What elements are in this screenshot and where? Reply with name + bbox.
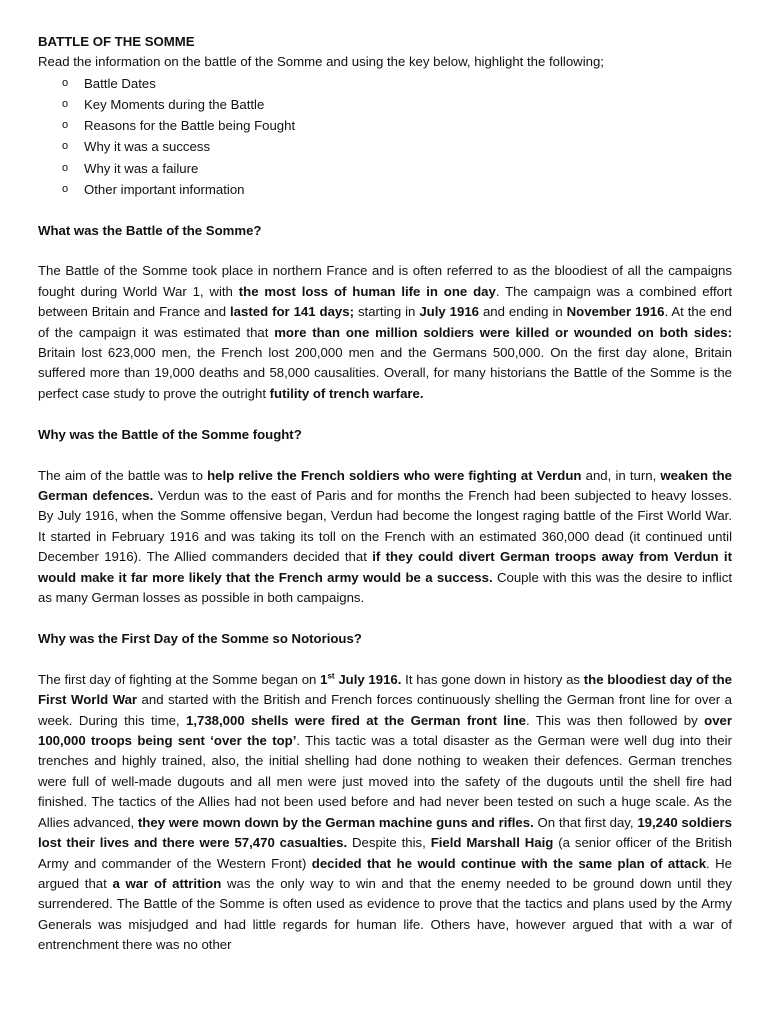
bullet-icon: o (62, 182, 69, 195)
list-item: o Why it was a success (38, 136, 732, 157)
list-item: o Why it was a failure (38, 158, 732, 179)
list-item: o Reasons for the Battle being Fought (38, 115, 732, 136)
highlight-key-list (38, 73, 732, 200)
paragraph-first-day: The first day of fighting at the Somme began on 1st July 1916. It has gone down in history as the bloodiest day of the First World War and started with the British and French forces continuously shelling the German front line for over a week. During this time, 1,738,000 shells were fired at the German front line. This was then followed by over 100,000 troops being sent ‘over the top’. This tactic was a total disaster as the German were well dug into their trenches and highly trained, also, the initial shelling had done nothing to weaken their defences. German trenches were full of well-made dugouts and all men were just moved into the safety of the dugouts until the shell fire had finished. The tactics of the Allies had not been used before and had never been tested on such a huge scale. As the Allies advanced, they were mown down by the German machine guns and rifles. On that first day, 19,240 soldiers lost their lives and there were 57,470 casualties. Despite this, Field Marshall Haig (a senior officer of the British Army and commander of the Western Front) decided that he would continue with the same plan of attack. He argued that a war of attrition was the only way to win and that the enemy needed to be ground down until they surrendered. The Battle of the Somme is often used as evidence to prove that the tactics and plans used by the Army Generals was misjudged and had little regards for human life. Others have, however argued that with a war of entrenchment there was no other (38, 671, 733, 953)
bullet-icon: o (62, 140, 69, 153)
instructions-text: Read the information on the battle of the Somme and using the key below, highlight the following; (38, 54, 604, 70)
paragraph-why: The aim of the battle was to help relive the French soldiers who were fighting at Verdun and, in turn, weaken the German defences. Verdun was to the east of Paris and for months the French had been subjected to heavy losses. By July 1916, when the Somme offensive began, Verdun had become the longest raging battle of the First World War. It started in February 1916 and was taking its toll on the French with an estimated 360,000 dead (it continued until December 1916). The Allied commanders decided that if they could divert German troops away from Verdun it would make it far more likely that the French army would be a success. Couple with this was the desire to inflict as many German losses as possible in both campaigns. (38, 467, 732, 606)
bullet-icon: o (62, 161, 69, 174)
paragraph-what: The Battle of the Somme took place in northern France and is often referred to as the bloodiest of all the campaigns fought during World War 1, with the most loss of human life in one day. The campaign was a combined effort between Britain and France and lasted for 141 days; starting in July 1916 and ending in November 1916. At the end of the campaign it was estimated that more than one million soldiers were killed or wounded on both sides: Britain lost 623,000 men, the French lost 200,000 men and the Germans 500,000. On the first day alone, Britain suffered more than 19,000 deaths and 58,000 causalities. Overall, for many historians the Battle of the Somme is the perfect case study to prove the outright futility of trench warfare. (38, 263, 733, 401)
section-heading-first-day: Why was the First Day of the Somme so Notorious? (38, 631, 362, 647)
bullet-icon: o (62, 76, 69, 89)
list-item: o Battle Dates (38, 73, 732, 94)
section-heading-why: Why was the Battle of the Somme fought? (38, 427, 302, 443)
document-page (38, 32, 732, 956)
bullet-icon: o (62, 98, 69, 110)
list-item: o Other important information (38, 179, 732, 200)
list-item: o Key Moments during the Battle (38, 94, 732, 115)
document-title: BATTLE OF THE SOMME (38, 34, 195, 49)
section-heading-what: What was the Battle of the Somme? (38, 222, 262, 238)
bullet-icon: o (62, 119, 69, 132)
